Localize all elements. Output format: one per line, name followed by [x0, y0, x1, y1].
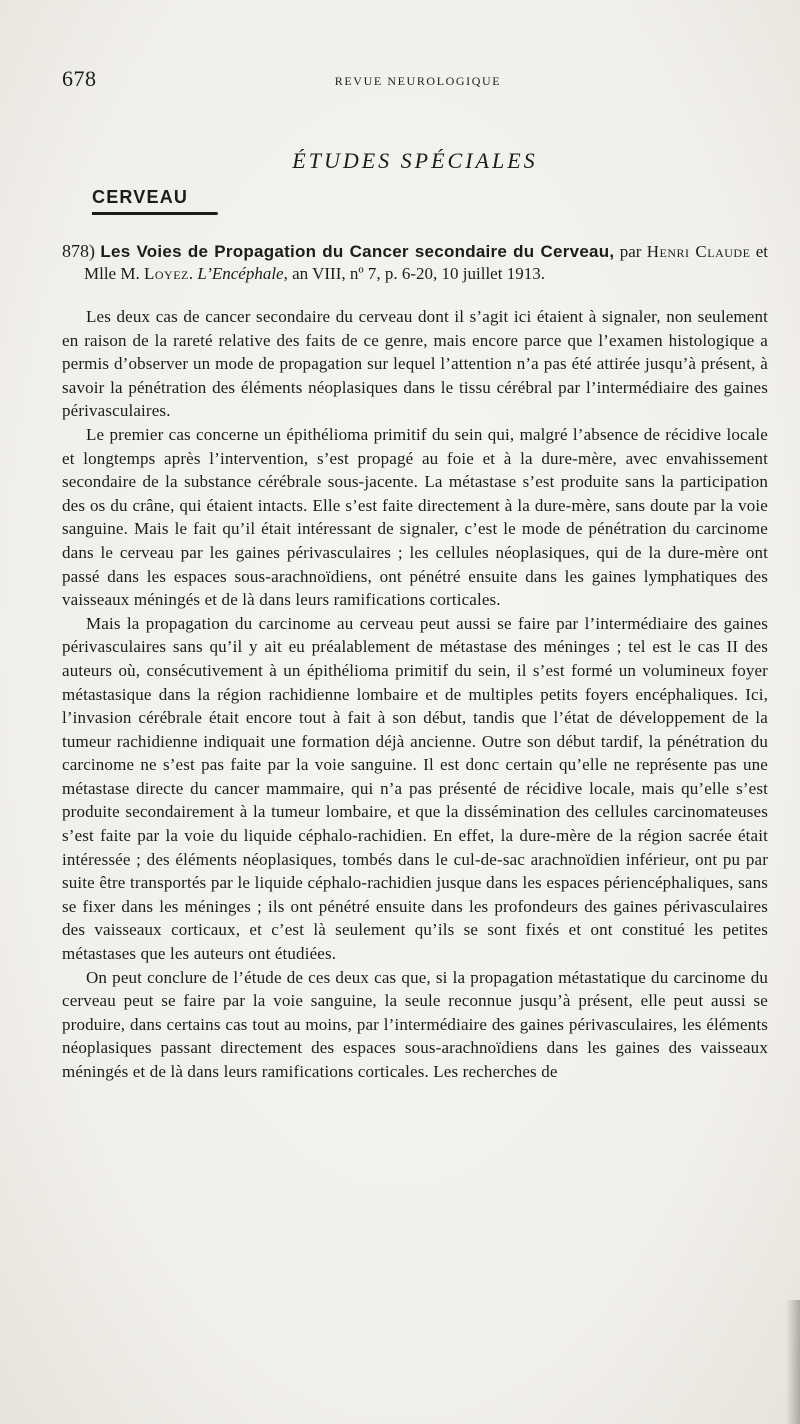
article-body — [62, 240, 768, 1084]
entry-journal: L’Encéphale — [197, 264, 284, 283]
entry-by: par — [619, 242, 642, 261]
paragraph-3: Mais la propagation du carcinome au cerveau peut aussi se faire par l’intermédiaire des gaines périvasculaires sans qu’il y ait eu préalablement de métastase des méninges ; tel est le cas II des auteurs où, consécutivement à un épithélioma primitif du sein, il s’est formé un volumineux foyer métastasique dans la région rachidienne lombaire et de multiples petits foyers encéphaliques. Ici, l’invasion cérébrale était encore tout à fait à son début, tandis que l’état de développement de la tumeur rachidienne indiquait une formation déjà ancienne. Outre son début tardif, la pénétration du carcinome ne s’est pas faite par la voie sanguine. Il est donc certain qu’elle ne représente pas une métastase directe du cancer mammaire, qui n’a pas présenté de récidive locale, mais qu’elle s’est produite secondairement à la tumeur lombaire, et que la dissémination des cellules carcinomateuses s’est faite par la voie du liquide céphalo-rachidien. En effet, la dure-mère de la région sacrée était intéressée ; des éléments néoplasiques, tombés dans le cul-de-sac arachnoïdien inférieur, ont pu par suite être transportés par le liquide céphalo-rachidien jusque dans les espaces périencéphaliques, sans se fixer dans les méninges ; ils ont pénétré ensuite dans les profondeurs des gaines périvasculaires des vaisseaux corticaux, et c’est là seulement qu’ils se sont fixés et ont constitué les petites métastases que les auteurs ont étudiées. — [62, 613, 768, 964]
page-number: 678 — [62, 66, 97, 91]
rubric-underline — [92, 212, 218, 215]
page-header — [62, 66, 774, 98]
paragraph-2: Le premier cas concerne un épithélioma primitif du sein qui, malgré l’absence de récidive locale et longtemps après l’intervention, s’est propagé au foie et à la dure-mère, avec envahissement secondaire de la substance cérébrale sous-jacente. La métastase s’est produite sans la participation des os du crâne, qui étaient intacts. Elle s’est faite directement à la dure-mère, sans doute par la voie sanguine. Mais le fait qu’il était intéressant de signaler, c’est le mode de pénétration du carcinome dans le cerveau par les gaines périvasculaires ; les cellules néoplasiques, qui de la dure-mère ont passé dans les espaces sous-arachnoïdiens, ont pénétré ensuite dans les gaines lymphatiques des vaisseaux méningés et de là dans leurs ramifications corticales. — [62, 424, 768, 610]
scan-edge-shadow — [786, 1300, 800, 1424]
running-head: REVUE NEUROLOGIQUE — [334, 74, 502, 88]
entry-heading: 878) Les Voies de Propagation du Cancer secondaire du Cerveau, par Henri Claude et Mlle M. Loyez. L’Encéphale, an VIII, nº 7, p. 6-20, 10 juillet 1913. — [62, 241, 769, 283]
entry-title: Les Voies de Propagation du Cancer secondaire du Cerveau, — [100, 242, 615, 261]
paragraph-1: Les deux cas de cancer secondaire du cerveau dont il s’agit ici étaient à signaler, non seulement en raison de la rareté relative des faits de ce genre, mais encore parce que l’examen histologique a permis d’observer un mode de propagation sur lequel l’attention n’a pas été attirée jusqu’à présent, à savoir la pénétration des éléments néoplasiques dans le tissu cérébral par l’intermédiaire des gaines périvasculaires. — [62, 307, 768, 421]
entry-and: et Mlle M. — [84, 242, 769, 283]
entry-number: 878) — [62, 241, 95, 261]
entry-citation: , an VIII, nº 7, p. 6-20, 10 juillet 1913. — [283, 264, 545, 283]
entry-author-2: Loyez — [143, 264, 189, 283]
paragraph-4: On peut conclure de l’étude de ces deux cas que, si la propagation métastatique du carcinome du cerveau peut se faire par la voie sanguine, la seule reconnue jusqu’à présent, elle peut aussi se produire, dans certains cas tout au moins, par l’intermédiaire des gaines périvasculaires, les éléments néoplasiques passant directement des espaces sous-arachnoïdiens dans les gaines des vaisseaux méningés et de là dans leurs ramifications corticales. Les recherches de — [62, 967, 768, 1081]
rubric-heading: CERVEAU — [92, 187, 189, 207]
entry-author-1: Henri Claude — [646, 242, 751, 261]
section-title: ÉTUDES SPÉCIALES — [292, 148, 538, 173]
